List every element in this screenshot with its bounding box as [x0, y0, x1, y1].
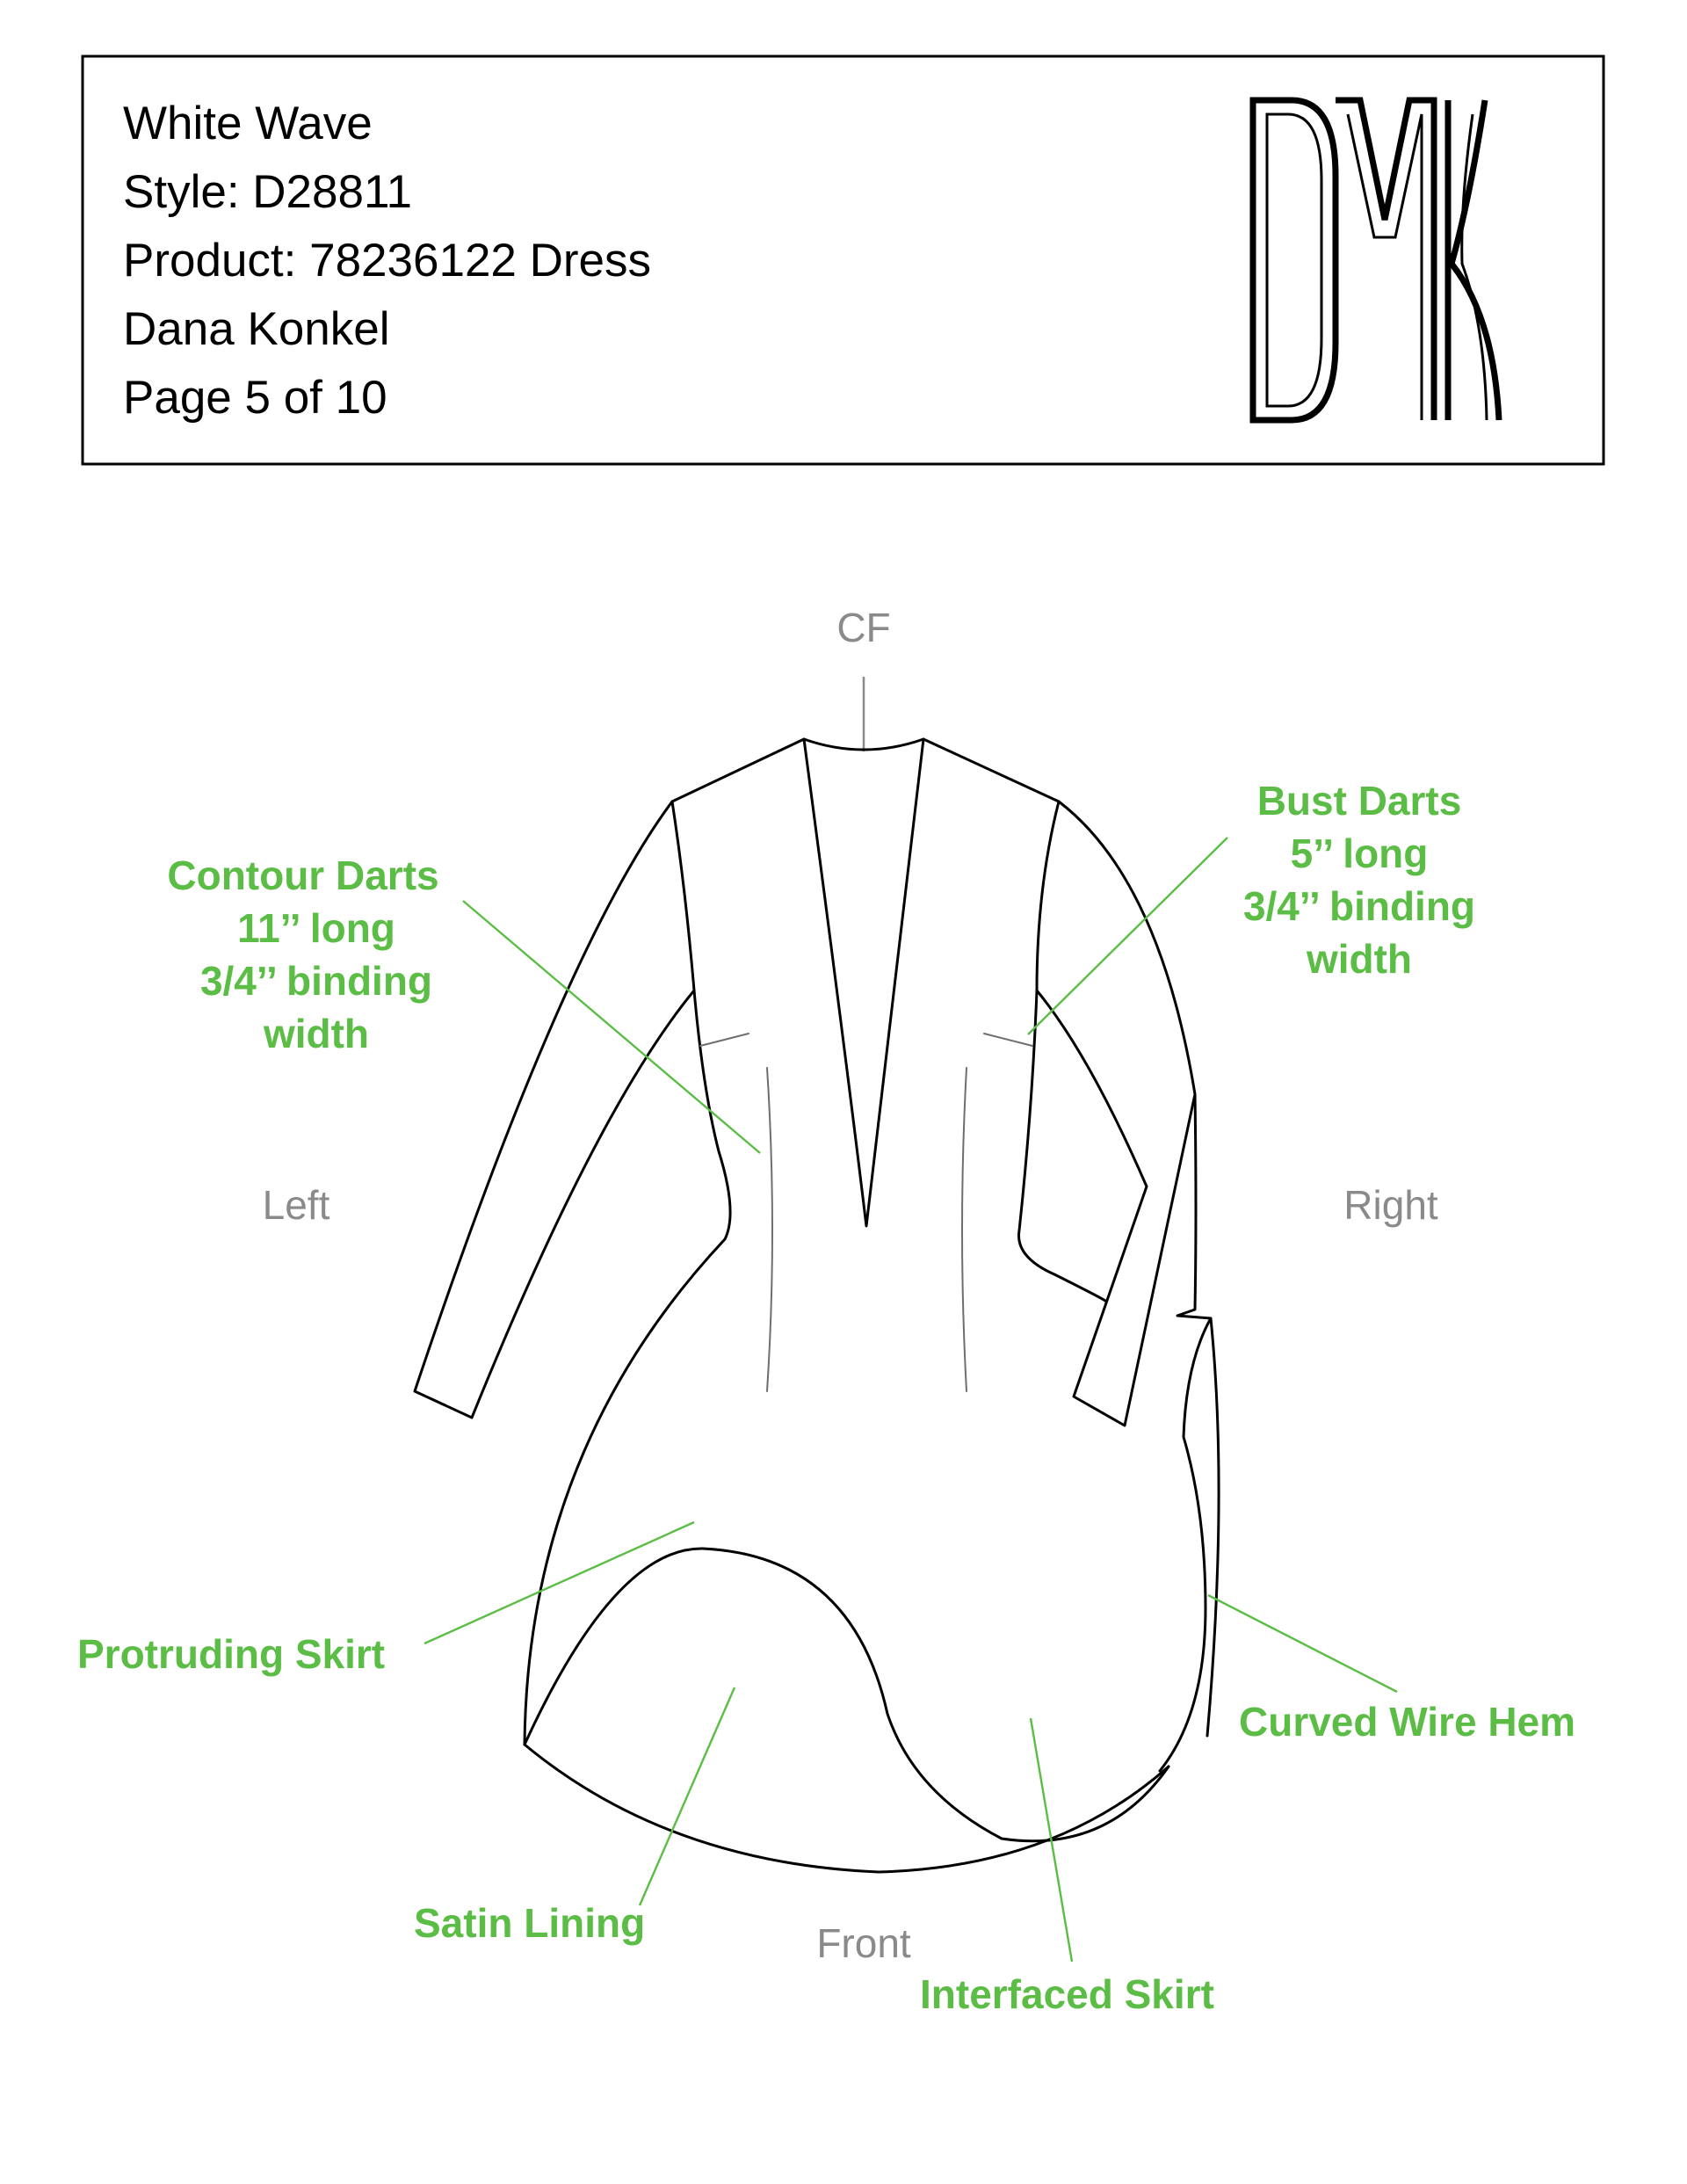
center-front-label: CF	[836, 605, 891, 650]
leader-protruding-skirt	[424, 1522, 694, 1643]
dmk-logo	[1253, 100, 1499, 420]
bust-darts-title: Bust Darts	[1256, 778, 1462, 824]
right-shoulder	[923, 739, 1059, 802]
product-number: Product: 78236122 Dress	[123, 235, 652, 287]
left-contour-dart	[767, 1068, 772, 1391]
page-number: Page 5 of 10	[123, 372, 387, 424]
left-side-seam	[525, 990, 730, 1745]
style-number: Style: D28811	[123, 166, 412, 218]
left-armhole	[672, 802, 694, 990]
left-side-label: Left	[262, 1182, 330, 1228]
bust-darts-length: 5’’ long	[1290, 831, 1429, 876]
left-shoulder	[672, 739, 804, 802]
contour-darts-length: 11’’ long	[237, 905, 395, 951]
dress-sketch	[415, 739, 1219, 1872]
leader-curved-wire-hem	[1208, 1595, 1397, 1692]
bust-darts-callout	[1243, 778, 1475, 982]
lining-opening	[525, 1549, 1169, 1841]
contour-darts-callout	[167, 853, 438, 1056]
right-bust-dart	[984, 1034, 1032, 1046]
right-sleeve	[1037, 802, 1195, 1426]
contour-darts-width: width	[263, 1011, 370, 1056]
front-view-label: Front	[816, 1920, 911, 1966]
left-bust-dart	[700, 1034, 749, 1046]
interfaced-skirt-callout: Interfaced Skirt	[920, 1971, 1214, 2017]
leader-satin-lining	[640, 1687, 735, 1905]
curved-wire-hem-callout: Curved Wire Hem	[1239, 1699, 1576, 1745]
right-contour-dart	[962, 1068, 967, 1391]
outer-hem	[525, 1745, 1169, 1872]
leader-lines	[424, 838, 1397, 1962]
contour-darts-binding: 3/4’’ binding	[199, 958, 433, 1004]
bust-darts-binding: 3/4’’ binding	[1242, 883, 1476, 929]
right-side-seam	[1019, 990, 1106, 1301]
designer-name: Dana Konkel	[123, 303, 390, 355]
satin-lining-callout: Satin Lining	[414, 1900, 646, 1946]
left-sleeve	[415, 802, 694, 1418]
protruding-skirt-callout: Protruding Skirt	[77, 1631, 386, 1677]
collection-name: White Wave	[123, 98, 373, 149]
leader-bust-darts	[1028, 838, 1227, 1034]
right-armhole	[1037, 802, 1059, 990]
v-neck-plunge	[804, 739, 923, 1226]
curved-wire-hem	[1160, 1318, 1211, 1771]
right-side-label: Right	[1343, 1182, 1438, 1228]
contour-darts-title: Contour Darts	[167, 853, 439, 898]
bust-darts-width: width	[1306, 936, 1413, 982]
